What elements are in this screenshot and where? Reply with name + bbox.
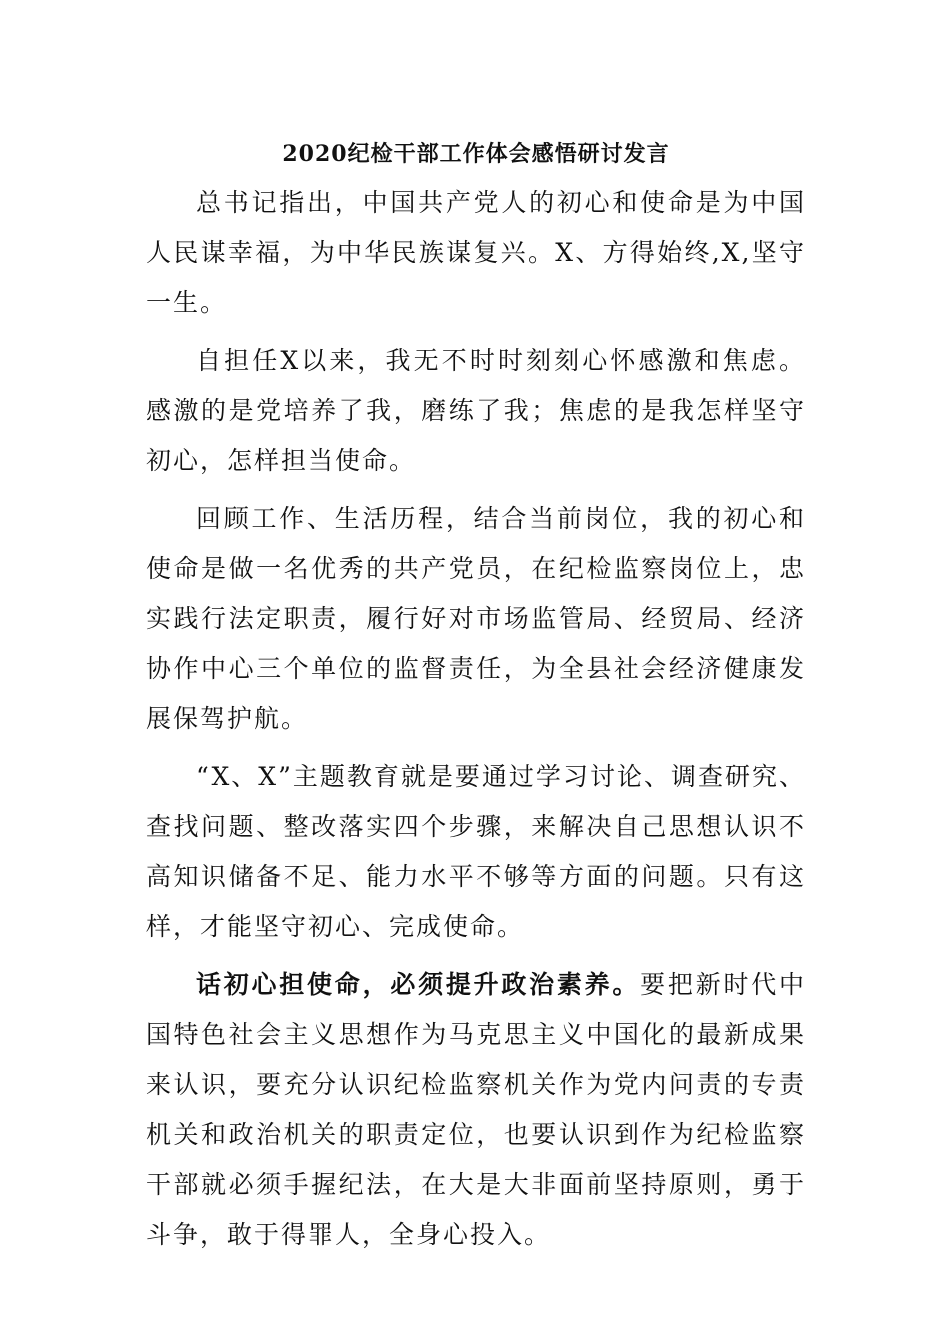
paragraph-lead-bold: 话初心担使命，必须提升政治素养。 <box>196 970 641 999</box>
paragraph-4 <box>146 752 806 952</box>
document-page <box>146 134 806 1268</box>
document-title: 2020纪检干部工作体会感悟研讨发言 <box>282 141 670 167</box>
paragraph-2 <box>146 336 806 486</box>
paragraph-text: 总书记指出，中国共产党人的初心和使命是为中国人民谋幸福，为中华民族谋复兴。X、方得始终,X,坚守一生。 <box>146 188 806 317</box>
paragraph-text: 要把新时代中国特色社会主义思想作为马克思主义中国化的最新成果来认识，要充分认识纪检监察机关作为党内问责的专责机关和政治机关的职责定位，也要认识到作为纪检监察干部就必须手握纪法，在大是大非面前坚持原则，勇于斗争，敢于得罪人，全身心投入。 <box>146 970 806 1249</box>
paragraph-text: “X、X”主题教育就是要通过学习讨论、调查研究、查找问题、整改落实四个步骤，来解决自己思想认识不高知识储备不足、能力水平不够等方面的问题。只有这样，才能坚守初心、完成使命。 <box>146 762 806 941</box>
paragraph-5 <box>146 960 806 1260</box>
paragraph-3 <box>146 494 806 744</box>
paragraph-text: 自担任X以来，我无不时时刻刻心怀感激和焦虑。感激的是党培养了我，磨练了我；焦虑的是我怎样坚守初心，怎样担当使命。 <box>146 346 806 475</box>
paragraph-text: 回顾工作、生活历程，结合当前岗位，我的初心和使命是做一名优秀的共产党员，在纪检监察岗位上，忠实践行法定职责，履行好对市场监管局、经贸局、经济协作中心三个单位的监督责任，为全县社会经济健康发展保驾护航。 <box>146 504 806 733</box>
paragraph-1 <box>146 178 806 328</box>
